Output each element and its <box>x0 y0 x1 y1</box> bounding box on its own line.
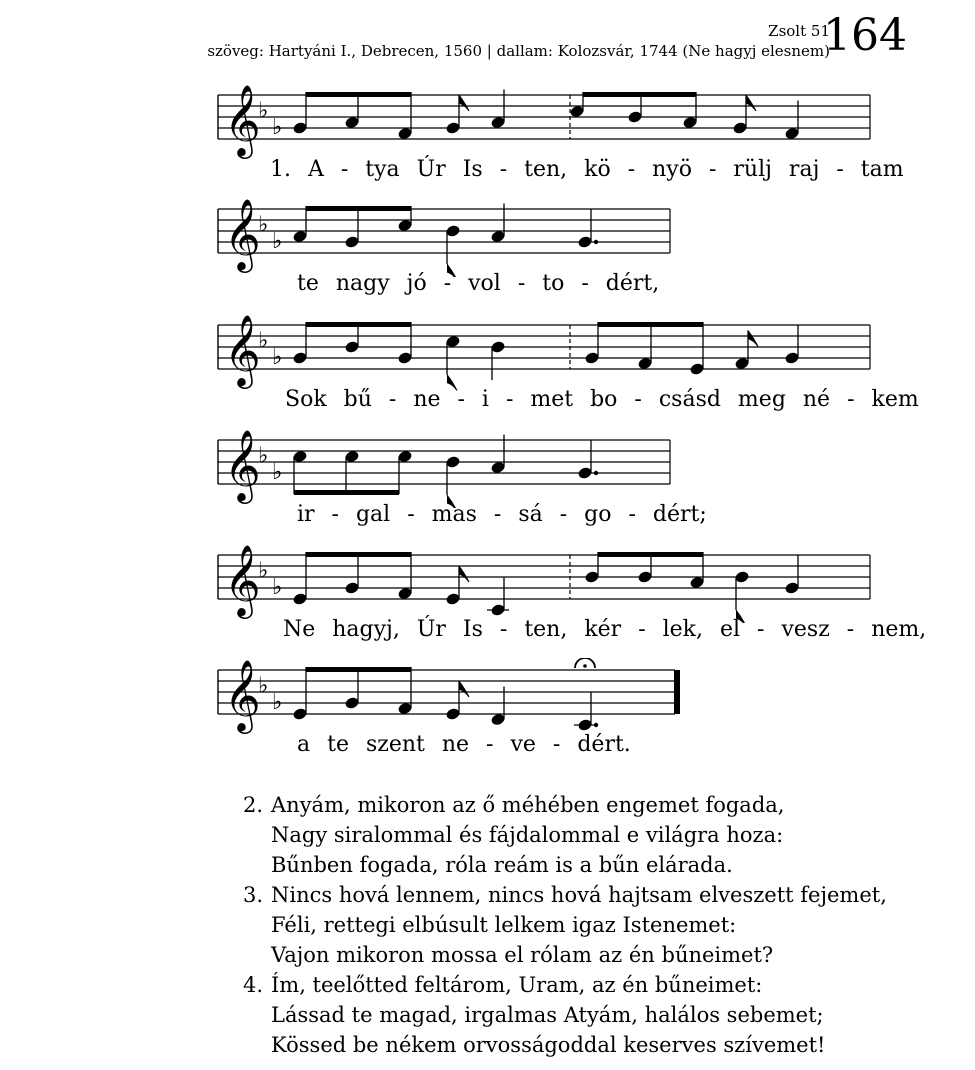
verse-number: 3. <box>243 883 264 907</box>
flat-icon: ♭ <box>272 690 283 715</box>
verse <box>243 790 887 880</box>
verse-line: Ím, teelőtted feltárom, Uram, az én bűneimet: <box>271 973 763 997</box>
treble-clef-icon: 𝄞 <box>224 197 261 270</box>
beam <box>583 92 696 97</box>
flat-icon: ♭ <box>258 673 269 699</box>
verse-number: 4. <box>243 973 264 997</box>
flat-icon: ♭ <box>258 212 269 238</box>
flag <box>746 95 756 111</box>
staff-system <box>0 83 975 163</box>
dot <box>594 723 598 727</box>
verse-number: 2. <box>243 793 264 817</box>
verse <box>243 880 887 970</box>
flat-icon: ♭ <box>272 115 283 140</box>
verse-line: Lássad te magad, irgalmas Atyám, halálos sebemet; <box>271 1003 824 1027</box>
flat-icon: ♭ <box>272 575 283 600</box>
lyric-line: a te szent ne - ve - dért. <box>297 732 631 757</box>
treble-clef-icon: 𝄞 <box>224 543 261 616</box>
dot <box>594 240 598 244</box>
flat-icon: ♭ <box>258 443 269 469</box>
flag <box>459 95 469 111</box>
treble-clef-icon: 𝄞 <box>224 428 261 501</box>
flat-icon: ♭ <box>258 98 269 124</box>
staff-system <box>0 428 975 508</box>
hymn-number: 164 <box>823 10 907 61</box>
flat-icon: ♭ <box>258 558 269 584</box>
treble-clef-icon: 𝄞 <box>224 658 261 731</box>
verse-line: Vajon mikoron mossa el rólam az én bűneimet? <box>271 943 774 967</box>
dot <box>594 471 598 475</box>
psalm-reference: Zsolt 51 <box>768 22 830 40</box>
flat-icon: ♭ <box>272 460 283 485</box>
flat-icon: ♭ <box>272 229 283 254</box>
lyric-line: te nagy jó - vol - to - dért, <box>297 271 660 296</box>
staff-system <box>0 197 975 277</box>
verse-line: Anyám, mikoron az ő méhében engemet fogada, <box>271 793 785 817</box>
final-barline <box>674 670 680 714</box>
flag <box>459 681 469 697</box>
flat-icon: ♭ <box>258 328 269 354</box>
lyric-line: Sok bű - ne - i - met bo - csásd meg né - kem <box>285 387 919 412</box>
verse-line: Nincs hová lennem, nincs hová hajtsam elveszett fejemet, <box>271 883 887 907</box>
flag <box>459 566 469 582</box>
lyric-line: 1. A - tya Úr Is - ten, kö - nyö - rülj raj - tam <box>270 157 904 182</box>
verse-line: Bűnben fogada, róla reám is a bűn elárada. <box>271 853 733 877</box>
additional-verses <box>243 790 887 1060</box>
source-credits: szöveg: Hartyáni I., Debrecen, 1560 | dallam: Kolozsvár, 1744 (Ne hagyj elesnem) <box>207 42 830 60</box>
fermata-dot <box>583 664 587 668</box>
flat-icon: ♭ <box>272 345 283 370</box>
staff-system <box>0 313 975 393</box>
treble-clef-icon: 𝄞 <box>224 83 261 156</box>
staff-system <box>0 658 975 738</box>
verse-line: Féli, rettegi elbúsult lelkem igaz Istenemet: <box>271 913 737 937</box>
verse <box>243 970 887 1060</box>
staff-system <box>0 543 975 623</box>
lyric-line: ir - gal - mas - sá - go - dért; <box>297 502 707 527</box>
flag <box>748 331 758 347</box>
verse-line: Kössed be nékem orvosságoddal keserves szívemet! <box>271 1033 826 1057</box>
verse-line: Nagy siralommal és fájdalommal e világra hoza: <box>271 823 784 847</box>
treble-clef-icon: 𝄞 <box>224 313 261 386</box>
lyric-line: Ne hagyj, Úr Is - ten, kér - lek, el - vesz - nem, <box>283 617 927 642</box>
